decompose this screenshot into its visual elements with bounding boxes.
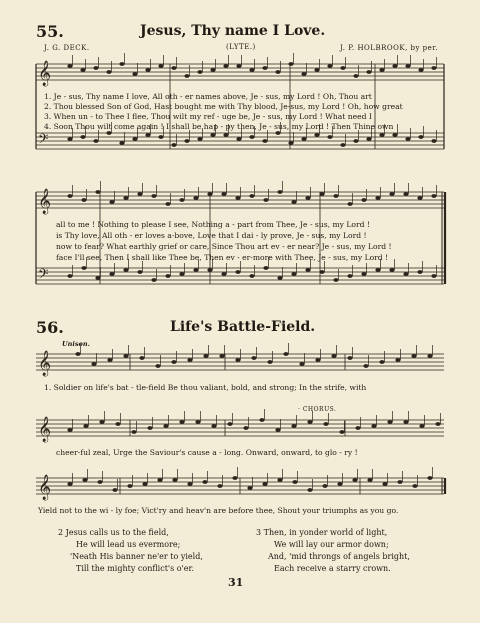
note-head	[263, 198, 268, 202]
hymn-55-verse-3-line-2: now to fear? What earthly grief or care, Since Thou art ev - er near? Je - sus, my Lord !	[56, 242, 392, 251]
note-head	[203, 354, 208, 358]
note-head	[223, 133, 228, 137]
note-head	[275, 70, 280, 74]
note-head	[223, 64, 228, 68]
note-head	[403, 272, 408, 276]
note-head	[292, 480, 297, 484]
note-head	[67, 482, 72, 486]
note-head	[331, 354, 336, 358]
note-head	[305, 196, 310, 200]
note-head	[99, 420, 104, 424]
note-head	[232, 476, 237, 480]
note-head	[195, 420, 200, 424]
staff-56-2	[36, 420, 444, 436]
stanza-2-line-3: 'Neath His banner ne'er to yield,	[70, 552, 203, 561]
note-head	[147, 426, 152, 430]
stanza-3-line-1: 3 Then, in yonder world of light,	[256, 528, 388, 537]
svg-text:𝄞: 𝄞	[38, 189, 52, 214]
note-head	[319, 270, 324, 274]
note-head	[301, 72, 306, 76]
note-head	[80, 135, 85, 139]
note-head	[419, 424, 424, 428]
note-head	[275, 428, 280, 432]
hymn-55-verse-1-line-2: all to me ! Nothing to please I see, Nothing a - part from Thee, Je - sus, my Lord !	[56, 220, 370, 229]
note-head	[427, 354, 432, 358]
note-head	[97, 480, 102, 484]
note-head	[67, 137, 72, 141]
note-head	[283, 352, 288, 356]
note-head	[367, 478, 372, 482]
note-head	[155, 364, 160, 368]
note-head	[431, 66, 436, 70]
note-head	[211, 424, 216, 428]
note-head	[163, 424, 168, 428]
note-head	[142, 482, 147, 486]
note-head	[187, 358, 192, 362]
note-head	[93, 66, 98, 70]
note-head	[197, 137, 202, 141]
hymn-55-number: 55.	[36, 22, 64, 41]
hymn-55-verse-1-line-1: 1. Je - sus, Thy name I love, All oth - er names above, Je - sus, my Lord ! Oh, Thou art	[44, 92, 372, 101]
hymn-55-tune: (LYTE.)	[226, 43, 256, 51]
note-head	[371, 424, 376, 428]
note-head	[333, 278, 338, 282]
hymn-56-lyric-line-2: cheer-ful zeal, Urge the Saviour's cause a - long. Onward, onward, to glo - ry !	[56, 448, 358, 457]
note-head	[347, 202, 352, 206]
note-head	[352, 478, 357, 482]
note-head	[389, 268, 394, 272]
note-head	[417, 196, 422, 200]
note-head	[263, 266, 268, 270]
hymn-55-composer: J. P. HOLBROOK, by per.	[340, 44, 439, 52]
note-head	[139, 356, 144, 360]
note-head	[187, 482, 192, 486]
svg-text:𝄢: 𝄢	[38, 266, 49, 285]
note-head	[411, 354, 416, 358]
note-head	[249, 135, 254, 139]
note-head	[235, 270, 240, 274]
note-head	[227, 422, 232, 426]
note-head	[291, 272, 296, 276]
note-head	[81, 198, 86, 202]
note-head	[431, 139, 436, 143]
note-head	[322, 484, 327, 488]
note-head	[333, 194, 338, 198]
note-head	[314, 68, 319, 72]
note-head	[291, 424, 296, 428]
note-head	[193, 268, 198, 272]
note-head	[353, 74, 358, 78]
note-head	[67, 274, 72, 278]
note-head	[81, 266, 86, 270]
note-head	[323, 422, 328, 426]
note-head	[119, 141, 124, 145]
note-head	[405, 64, 410, 68]
note-head	[243, 426, 248, 430]
note-head	[288, 62, 293, 66]
chorus-label: · CHORUS.	[298, 406, 337, 413]
note-head	[361, 272, 366, 276]
note-head	[251, 356, 256, 360]
note-head	[210, 68, 215, 72]
note-head	[151, 278, 156, 282]
note-head	[277, 276, 282, 280]
page-number: 31	[228, 576, 244, 589]
hymn-55-verse-4-line-2: face I'll see, Then I shall like Thee be, Then ev - er-more with Thee, Je - sus, my Lord !	[56, 253, 389, 262]
note-head	[197, 70, 202, 74]
note-head	[262, 139, 267, 143]
note-head	[382, 482, 387, 486]
note-head	[291, 200, 296, 204]
note-head	[301, 137, 306, 141]
note-head	[82, 478, 87, 482]
note-head	[435, 422, 440, 426]
note-head	[299, 362, 304, 366]
stanza-3-line-4: Each receive a starry crown.	[274, 564, 391, 573]
note-head	[145, 133, 150, 137]
note-head	[363, 364, 368, 368]
note-head	[202, 480, 207, 484]
note-head	[375, 268, 380, 272]
note-head	[207, 192, 212, 196]
note-head	[123, 268, 128, 272]
note-head	[355, 426, 360, 430]
note-head	[158, 64, 163, 68]
hymn-55-author: J. G. DECK.	[44, 44, 90, 52]
note-head	[171, 143, 176, 147]
note-head	[236, 64, 241, 68]
note-head	[431, 274, 436, 278]
note-head	[249, 274, 254, 278]
note-head	[217, 484, 222, 488]
note-head	[395, 358, 400, 362]
note-head	[412, 484, 417, 488]
note-head	[91, 362, 96, 366]
note-head	[288, 141, 293, 145]
note-head	[347, 356, 352, 360]
note-head	[184, 139, 189, 143]
note-head	[106, 131, 111, 135]
staff-55-2-treble	[36, 192, 444, 208]
note-head	[277, 478, 282, 482]
note-head	[93, 139, 98, 143]
note-head	[95, 190, 100, 194]
note-head	[137, 270, 142, 274]
note-head	[236, 137, 241, 141]
note-head	[340, 143, 345, 147]
note-head	[262, 66, 267, 70]
note-head	[219, 354, 224, 358]
note-head	[151, 194, 156, 198]
note-head	[207, 268, 212, 272]
note-head	[123, 196, 128, 200]
note-head	[417, 270, 422, 274]
note-head	[375, 196, 380, 200]
note-head	[277, 190, 282, 194]
note-head	[249, 68, 254, 72]
hymn-56-lyric-line-1: 1. Soldier on life's bat - tle-field Be thou valiant, bold, and strong; In the strife, with	[44, 383, 367, 392]
note-head	[427, 476, 432, 480]
note-head	[347, 274, 352, 278]
note-head	[172, 478, 177, 482]
note-head	[132, 137, 137, 141]
note-head	[397, 480, 402, 484]
note-head	[109, 272, 114, 276]
note-head	[340, 66, 345, 70]
unison-marking: Unison.	[62, 340, 90, 348]
note-head	[210, 133, 215, 137]
note-head	[361, 198, 366, 202]
note-head	[247, 486, 252, 490]
note-head	[132, 72, 137, 76]
stanza-3-line-3: And, 'mid throngs of angels bright,	[268, 552, 410, 561]
note-head	[67, 194, 72, 198]
note-head	[106, 70, 111, 74]
note-head	[165, 274, 170, 278]
hymn-55-verse-2-line-1: 2. Thou blessed Son of God, Hast bought me with Thy blood, Je-sus, my Lord ! Oh, how great	[44, 102, 403, 111]
note-head	[418, 135, 423, 139]
note-head	[403, 420, 408, 424]
note-head	[392, 64, 397, 68]
svg-text:𝄞: 𝄞	[38, 475, 52, 500]
note-head	[262, 482, 267, 486]
note-head	[95, 276, 100, 280]
note-head	[353, 139, 358, 143]
stanza-3-line-2: We will lay our armor down;	[274, 540, 389, 549]
note-head	[249, 194, 254, 198]
note-head	[319, 192, 324, 196]
note-head	[171, 360, 176, 364]
note-head	[131, 430, 136, 434]
note-head	[405, 137, 410, 141]
note-head	[235, 196, 240, 200]
note-head	[314, 133, 319, 137]
note-head	[171, 66, 176, 70]
note-head	[193, 196, 198, 200]
stanza-2-line-1: 2 Jesus calls us to the field,	[58, 528, 169, 537]
note-head	[165, 202, 170, 206]
note-head	[307, 488, 312, 492]
hymn-56-title: Life's Battle-Field.	[170, 319, 316, 335]
note-head	[235, 358, 240, 362]
note-head	[392, 133, 397, 137]
hymn-55-title: Jesus, Thy name I Love.	[140, 23, 326, 39]
note-head	[339, 430, 344, 434]
note-head	[119, 62, 124, 66]
note-head	[259, 418, 264, 422]
note-head	[80, 68, 85, 72]
note-head	[75, 352, 80, 356]
note-head	[83, 424, 88, 428]
note-head	[115, 422, 120, 426]
note-head	[327, 135, 332, 139]
note-head	[389, 192, 394, 196]
note-head	[67, 64, 72, 68]
note-head	[379, 360, 384, 364]
stanza-2-line-2: He will lead us evermore;	[76, 540, 181, 549]
hymn-56-lyric-line-3: Yield not to the wi - ly foe; Vict'ry and heav'n are before thee, Shout your triumphs as you go.	[38, 506, 399, 515]
note-head	[315, 358, 320, 362]
note-head	[267, 360, 272, 364]
note-head	[127, 484, 132, 488]
note-head	[179, 420, 184, 424]
note-head	[67, 428, 72, 432]
note-head	[403, 192, 408, 196]
note-head	[158, 135, 163, 139]
note-head	[145, 68, 150, 72]
note-head	[387, 420, 392, 424]
note-head	[221, 272, 226, 276]
note-head	[337, 482, 342, 486]
note-head	[221, 192, 226, 196]
staff-55-2-bass	[36, 268, 444, 284]
note-head	[109, 200, 114, 204]
note-head	[275, 131, 280, 135]
note-head	[123, 354, 128, 358]
svg-text:𝄞: 𝄞	[38, 417, 52, 442]
note-head	[112, 488, 117, 492]
stanza-2-line-4: Till the mighty conflict's o'er.	[76, 564, 195, 573]
hymn-55-verse-2-line-2: is Thy love, All oth - er loves a-bove, Love that I dai - ly prove, Je - sus, my Lord !	[56, 231, 367, 240]
svg-text:𝄞: 𝄞	[38, 61, 52, 86]
hymn-56-number: 56.	[36, 318, 64, 337]
note-head	[107, 358, 112, 362]
note-head	[184, 74, 189, 78]
note-head	[137, 192, 142, 196]
hymn-55-verse-4-line-1: 4. Soon Thou wilt come again ! I shall be hap - py then, Je - sus, my Lord ! Then Thine own	[44, 122, 394, 131]
svg-text:𝄢: 𝄢	[38, 131, 49, 150]
note-head	[327, 64, 332, 68]
hymn-55-verse-3-line-1: 3. When un - to Thee I flee, Thou wilt my ref - uge be, Je - sus, my Lord ! What need I	[44, 112, 372, 121]
note-head	[379, 133, 384, 137]
note-head	[157, 478, 162, 482]
note-head	[431, 194, 436, 198]
note-head	[366, 137, 371, 141]
note-head	[179, 198, 184, 202]
note-head	[305, 268, 310, 272]
note-head	[379, 68, 384, 72]
note-head	[418, 68, 423, 72]
note-head	[307, 420, 312, 424]
note-head	[366, 70, 371, 74]
svg-text:𝄞: 𝄞	[38, 351, 52, 376]
note-head	[179, 272, 184, 276]
